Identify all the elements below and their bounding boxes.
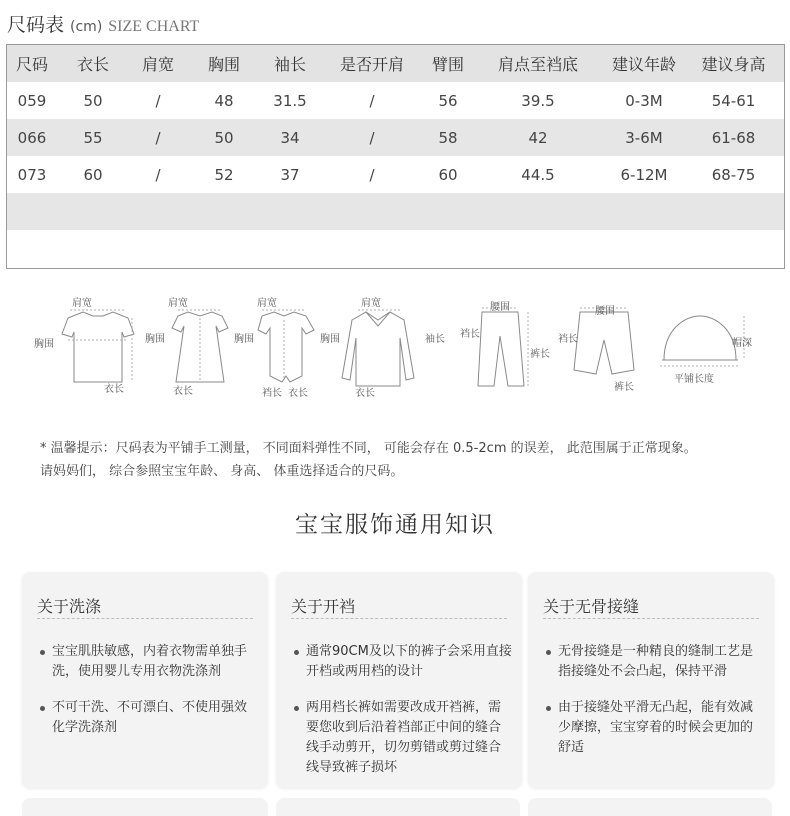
- card-bullet: 通常90CM及以下的裤子会采用直接开档或两用档的设计: [291, 642, 512, 682]
- card-divider: [291, 618, 507, 619]
- label-chest: 胸围: [234, 334, 254, 345]
- card-bottom-edge: [22, 798, 268, 816]
- table-cell: 37: [280, 165, 300, 184]
- card-bullet: 宝宝肌肤敏感，内着衣物需单独手洗，使用婴儿专用衣物洗涤剂: [37, 642, 258, 682]
- label-length: 衣长: [104, 384, 124, 395]
- table-cell: 34: [280, 128, 300, 147]
- card-bullet: 由于接缝处平滑无凸起，能有效减少摩擦，宝宝穿着的时候会更加的舒适: [543, 698, 764, 758]
- header-cell: 建议身高: [701, 55, 766, 74]
- table-cell: 50: [83, 91, 103, 110]
- card-bullet: 两用档长裤如需要改成开裆裤，需要您收到后沿着裆部正中间的缝合线手动剪开，切勿剪错或剪过缝合线导致裤子损坏: [291, 698, 512, 778]
- card-open-crotch: [276, 572, 522, 788]
- label-chest: 胸围: [145, 334, 165, 345]
- label-waist: 腰围: [490, 302, 510, 313]
- label-chest: 胸围: [34, 339, 54, 350]
- card-divider: [543, 618, 759, 619]
- table-cell: 60: [83, 165, 103, 184]
- pants-icon: [478, 312, 524, 386]
- table-cell: 55: [83, 128, 103, 147]
- card-body: [543, 642, 764, 774]
- header-cell: 肩点至裆底: [497, 55, 578, 74]
- table-cell: 54-61: [711, 91, 756, 110]
- hat-icon: [664, 316, 736, 360]
- table-cell: 3-6M: [625, 128, 663, 147]
- label-waist: 腰围: [595, 306, 615, 317]
- card-bullet: 无骨接缝是一种精良的缝制工艺是指接缝处不会凸起，保持平滑: [543, 642, 764, 682]
- table-cell: 60: [438, 165, 458, 184]
- label-shoulder: 肩宽: [168, 298, 188, 309]
- table-cell: 48: [214, 91, 234, 110]
- table-cell: 059: [17, 91, 47, 110]
- header-cell: 是否开肩: [339, 55, 404, 74]
- notice-line: 请妈妈们， 综合参照宝宝年龄、 身高、 体重选择适合的尺码。: [40, 464, 404, 479]
- table-cell: 58: [438, 128, 458, 147]
- label-length: 衣长: [355, 388, 375, 399]
- label-length: 衣长: [288, 388, 308, 399]
- size-chart-title: [7, 10, 199, 36]
- romper-icon: [258, 312, 314, 382]
- table-cell: 073: [17, 165, 47, 184]
- table-cell: /: [155, 165, 161, 184]
- table-row-empty: [7, 230, 784, 267]
- header-cell: 尺码: [15, 55, 48, 74]
- card-bottom-edge: [276, 798, 520, 816]
- header-cell: 袖长: [273, 55, 306, 74]
- label-crotch: 裆长: [558, 334, 578, 345]
- shorts-icon: [574, 312, 634, 374]
- notice-line: * 温馨提示：尺码表为平铺手工测量， 不同面料弹性不同， 可能会存在 0.5-2cm 的误差， 此范围属于正常现象。: [40, 441, 697, 456]
- card-bullet: 不可干洗、不可漂白、不使用强效化学洗涤剂: [37, 698, 258, 738]
- label-flat-length: 平铺长度: [674, 374, 714, 385]
- card-title: 关于洗涤: [37, 597, 102, 616]
- table-cell: /: [369, 165, 375, 184]
- table-row: [7, 156, 784, 193]
- header-cell: 臂围: [431, 55, 464, 74]
- label-shoulder: 肩宽: [361, 298, 381, 309]
- garment-illustrations: [28, 290, 768, 400]
- card-body: [37, 642, 258, 754]
- title-english: SIZE CHART: [108, 18, 200, 35]
- table-cell: 42: [528, 128, 548, 147]
- tshirt-icon: [62, 312, 134, 382]
- card-title: 关于无骨接缝: [543, 597, 640, 616]
- table-cell: 56: [438, 91, 458, 110]
- label-sleeve: 袖长: [425, 334, 445, 345]
- header-cell: 肩宽: [141, 55, 174, 74]
- table-row: [7, 119, 784, 156]
- label-crotch: 裆长: [262, 388, 282, 399]
- table-cell: 0-3M: [625, 91, 663, 110]
- table-row-empty: [7, 193, 784, 230]
- shirt-icon: [342, 312, 414, 386]
- label-pants: 裤长: [530, 349, 550, 360]
- card-divider: [37, 618, 253, 619]
- table-cell: 44.5: [521, 165, 555, 184]
- card-washing: [22, 572, 268, 788]
- table-cell: 61-68: [711, 128, 756, 147]
- card-bottom-edge: [528, 798, 772, 816]
- table-cell: 68-75: [711, 165, 756, 184]
- table-cell: /: [369, 91, 375, 110]
- section-title: 宝宝服饰通用知识: [295, 512, 495, 538]
- table-header-row: [7, 45, 784, 82]
- sizing-notice: [40, 437, 760, 483]
- table-row: [7, 82, 784, 119]
- table-cell: 066: [17, 128, 47, 147]
- measurement-diagram: [28, 290, 768, 400]
- title-main: 尺码表: [7, 14, 65, 36]
- table-cell: 50: [214, 128, 234, 147]
- card-title: 关于开裆: [291, 597, 356, 616]
- label-shoulder: 肩宽: [257, 298, 277, 309]
- header-cell: 胸围: [207, 55, 240, 74]
- table-cell: 39.5: [521, 91, 555, 110]
- card-seamless: [528, 572, 774, 788]
- label-chest: 胸围: [320, 334, 340, 345]
- header-cell: 建议年龄: [611, 55, 676, 74]
- label-crotch: 裆长: [460, 329, 480, 340]
- card-body: [291, 642, 512, 794]
- table-cell: /: [155, 91, 161, 110]
- table-cell: /: [155, 128, 161, 147]
- label-shoulder: 肩宽: [72, 298, 92, 309]
- table-cell: 52: [214, 165, 234, 184]
- label-length: 衣长: [173, 386, 193, 397]
- label-hat-depth: 帽深: [732, 338, 752, 349]
- table-cell: 6-12M: [620, 165, 668, 184]
- title-unit: (cm): [70, 19, 103, 35]
- label-pants: 裤长: [614, 382, 634, 393]
- table-cell: 31.5: [273, 91, 307, 110]
- size-table: [6, 44, 785, 269]
- table-cell: /: [369, 128, 375, 147]
- header-cell: 衣长: [76, 55, 109, 74]
